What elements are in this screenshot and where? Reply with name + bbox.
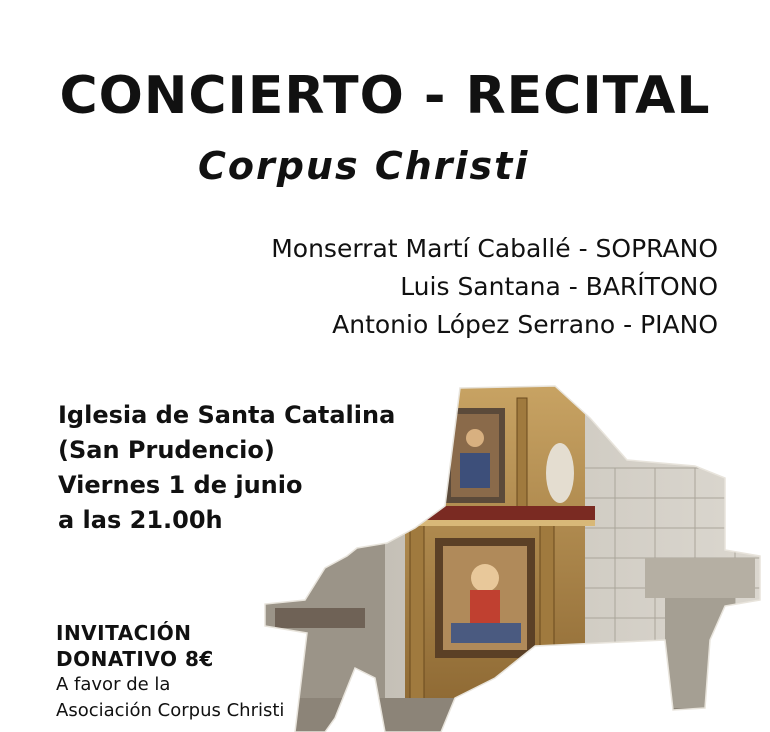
- performer-soprano: Monserrat Martí Caballé - SOPRANO: [271, 234, 718, 263]
- performer-baritone: Luis Santana - BARÍTONO: [400, 272, 718, 301]
- venue-church: Iglesia de Santa Catalina: [58, 401, 396, 429]
- invitation-block: [56, 620, 284, 724]
- event-time: a las 21.00h: [58, 506, 223, 534]
- invitation-label: INVITACIÓN: [56, 621, 192, 645]
- venue-details: [58, 398, 395, 538]
- event-date: Viernes 1 de junio: [58, 471, 303, 499]
- beneficiary-name: Asociación Corpus Christi: [56, 700, 285, 721]
- beneficiary-intro: A favor de la: [56, 674, 171, 695]
- donation-amount: DONATIVO 8€: [56, 647, 214, 671]
- venue-parish: (San Prudencio): [58, 436, 275, 464]
- performers-list: [271, 230, 718, 344]
- poster-title: CONCIERTO - RECITAL: [59, 66, 711, 126]
- performer-piano: Antonio López Serrano - PIANO: [332, 310, 718, 339]
- poster-subtitle: Corpus Christi: [198, 144, 530, 188]
